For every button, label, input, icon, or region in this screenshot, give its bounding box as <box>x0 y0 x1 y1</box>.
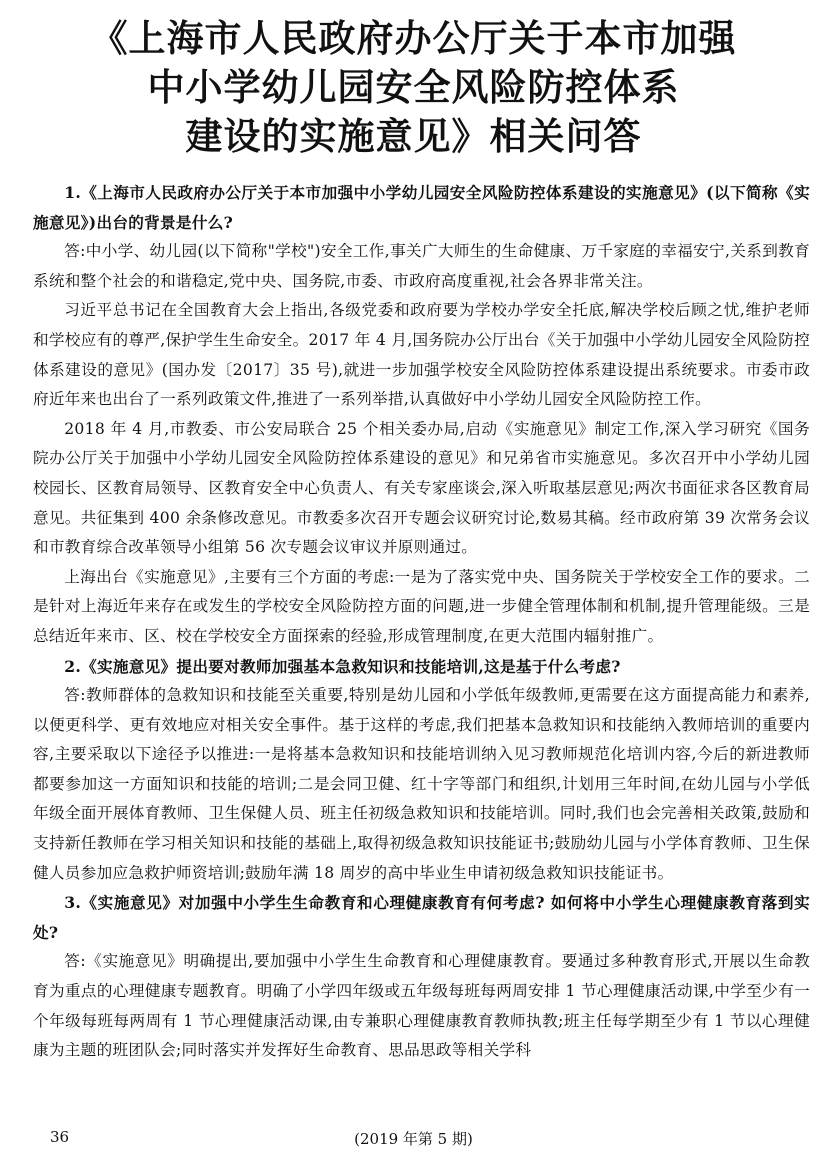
page-number: 36 <box>50 1128 70 1146</box>
question-1: 1.《上海市人民政府办公厅关于本市加强中小学幼儿园安全风险防控体系建设的实施意见》(以下简称《实施意见》)出台的背景是什么? <box>33 183 810 232</box>
title-line-3: 建设的实施意见》相关问答 <box>185 115 642 158</box>
issue-label: (2019 年第 5 期) <box>354 1130 473 1148</box>
question-2: 2.《实施意见》提出要对教师加强基本急救知识和技能培训,这是基于什么考虑? <box>64 656 621 676</box>
page-title <box>40 14 787 161</box>
answer-paragraph: 习近平总书记在全国教育大会上指出,各级党委和政府要为学校办学安全托底,解决学校后顾之忧,维护老师和学校应有的尊严,保护学生生命安全。2017 年 4 月,国务院办公厅出台《关于加强中小学幼儿园安全风险防控体系建设的意见》(国办发〔2017〕35 号),就进一步加强学校安全风险防控体系建设提出系统要求。市委市政府近年来也出台了一系列政策文件,推进了一系列举措,认真做好中小学幼儿园安全风险防控工作。 <box>33 301 810 409</box>
answer-paragraph: 答:《实施意见》明确提出,要加强中小学生生命教育和心理健康教育。要通过多种教育形式,开展以生命教育为重点的心理健康专题教育。明确了小学四年级或五年级每班每两周安排 1 节心理健康活动课,中学至少有一个年级每班每两周有 1 节心理健康活动课,由专兼职心理健康教育教师执教;班主任每学期至少有 1 节以心理健康为主题的班团队会;同时落实并发挥好生命教育、思品思政等相关学科 <box>33 952 810 1060</box>
article-body <box>33 178 810 1066</box>
question-3: 3.《实施意见》对加强中小学生生命教育和心理健康教育有何考虑? 如何将中小学生心理健康教育落到实处? <box>33 893 810 942</box>
title-line-2: 中小学幼儿园安全风险防控体系 <box>147 66 680 109</box>
answer-paragraph: 2018 年 4 月,市教委、市公安局联合 25 个相关委办局,启动《实施意见》制定工作,深入学习研究《国务院办公厅关于加强中小学幼儿园安全风险防控体系建设的意见》和兄弟省市实施意见。多次召开中小学幼儿园校园长、区教育局领导、区教育安全中心负责人、有关专家座谈会,深入听取基层意见;两次书面征求各区教育局意见。共征集到 400 余条修改意见。市教委多次召开专题会议研究讨论,数易其稿。经市政府第 39 次常务会议和市教育综合改革领导小组第 56 次专题会议审议并原则通过。 <box>33 419 810 557</box>
answer-paragraph: 答:中小学、幼儿园(以下简称"学校")安全工作,事关广大师生的生命健康、万千家庭的幸福安宁,关系到教育系统和整个社会的和谐稳定,党中央、国务院,市委、市政府高度重视,社会各界非常关注。 <box>33 242 810 290</box>
title-line-1: 《上海市人民政府办公厅关于本市加强 <box>90 17 737 60</box>
answer-paragraph: 上海出台《实施意见》,主要有三个方面的考虑:一是为了落实党中央、国务院关于学校安全工作的要求。二是针对上海近年来存在或发生的学校安全风险防控方面的问题,进一步健全管理体制和机制,提升管理能级。三是总结近年来市、区、校在学校安全方面探索的经验,形成管理制度,在更大范围内辐射推广。 <box>33 567 810 645</box>
answer-paragraph: 答:教师群体的急救知识和技能至关重要,特别是幼儿园和小学低年级教师,更需要在这方面提高能力和素养,以便更科学、更有效地应对相关安全事件。基于这样的考虑,我们把基本急救知识和技能纳入教师培训的重要内容,主要采取以下途径予以推进:一是将基本急救知识和技能培训纳入见习教师规范化培训内容,今后的新进教师都要参加这一方面知识和技能的培训;二是会同卫健、红十字等部门和组织,计划用三年时间,在幼儿园与小学低年级全面开展体育教师、卫生保健人员、班主任初级急救知识和技能培训。同时,我们也会完善相关政策,鼓励和支持新任教师在学习相关知识和技能的基础上,取得初级急救知识技能证书;鼓励幼儿园与小学体育教师、卫生保健人员参加应急救护师资培训;鼓励年满 18 周岁的高中毕业生申请初级急救知识技能证书。 <box>33 686 810 882</box>
